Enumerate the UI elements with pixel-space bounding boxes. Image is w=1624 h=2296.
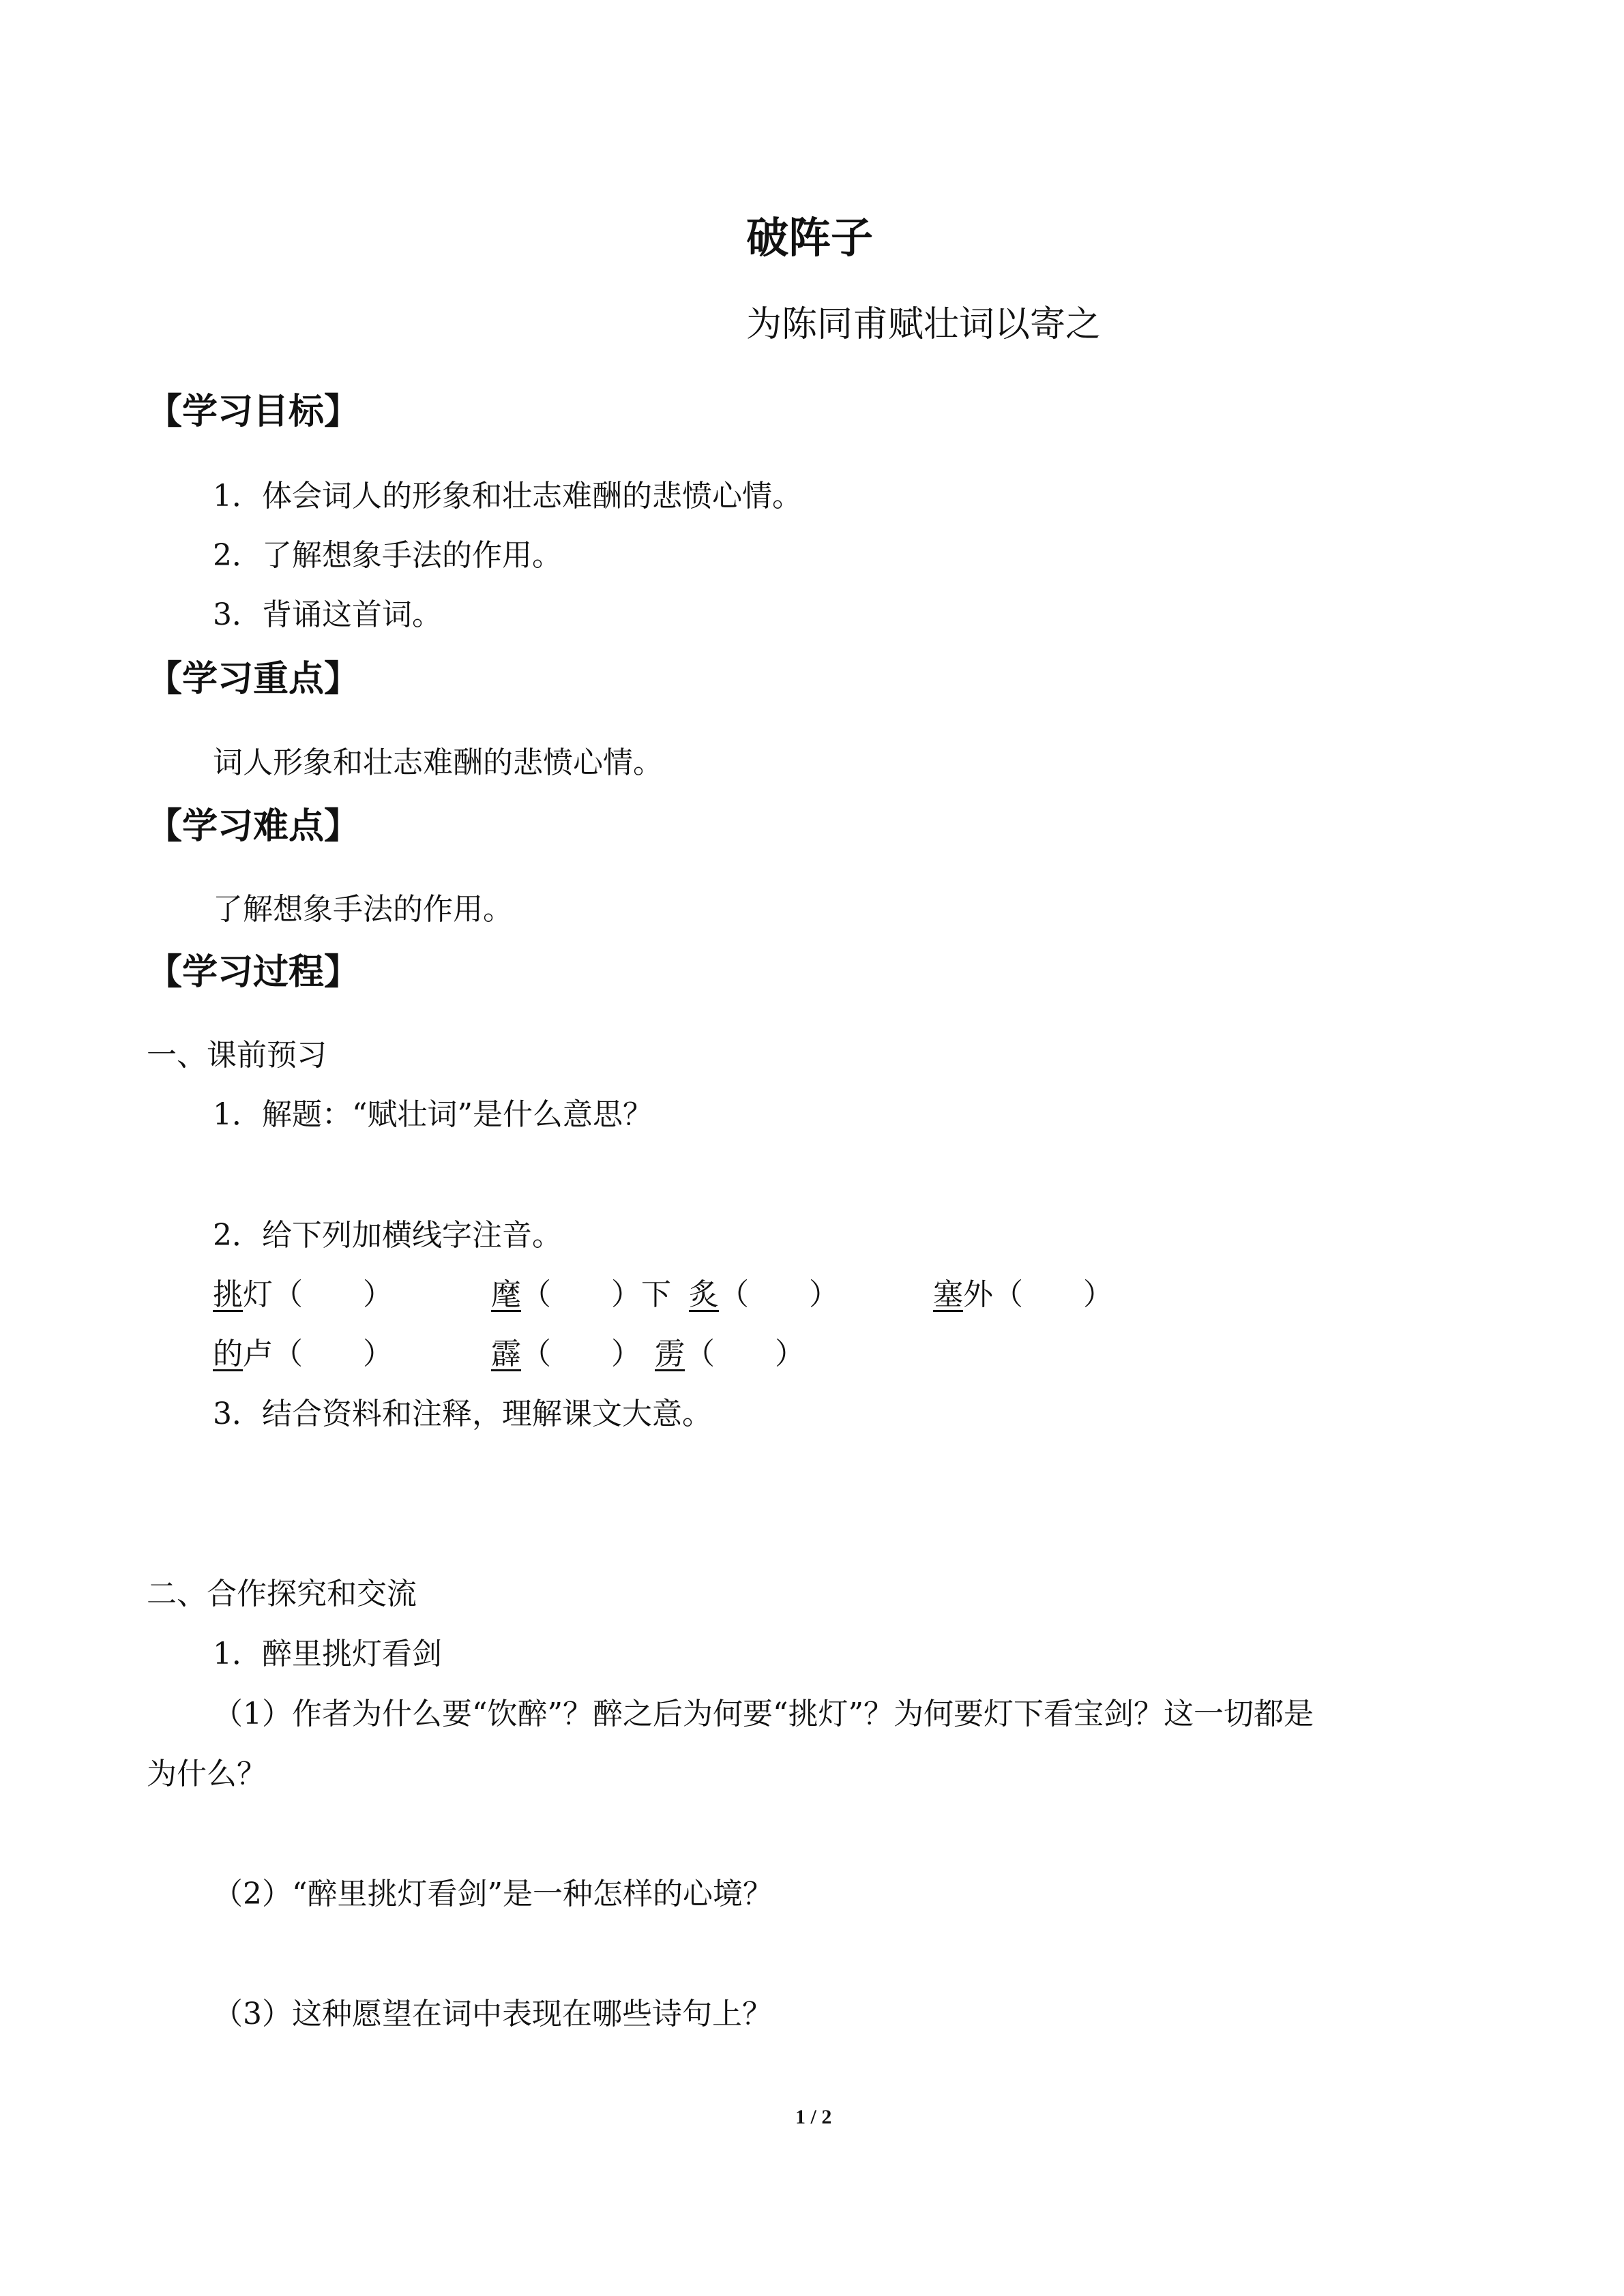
pinyin-blank: （ ） xyxy=(521,1337,641,1371)
pinyin-blank: （ ） xyxy=(719,1277,839,1312)
pinyin-item-pi xyxy=(491,1339,641,1369)
preview-question-2: 2．给下列加横线字注音。 xyxy=(213,1218,562,1253)
underlined-char: 挑 xyxy=(213,1277,243,1312)
cooperate-question-1-line-2: 为什么？ xyxy=(147,1757,267,1791)
underlined-char: 霹 xyxy=(491,1337,521,1371)
underlined-char: 炙 xyxy=(689,1277,719,1312)
pinyin-item-di xyxy=(213,1339,393,1369)
preview-heading: 一、课前预习 xyxy=(147,1038,327,1073)
underlined-char: 雳 xyxy=(655,1337,685,1371)
goal-item-3: 3．背诵这首词。 xyxy=(213,597,442,632)
underlined-char: 麾 xyxy=(491,1277,521,1312)
cooperate-question-2: （2）“醉里挑灯看剑”是一种怎样的心境？ xyxy=(213,1877,773,1911)
document-title: 破阵子 xyxy=(746,213,874,263)
document-subtitle: 为陈同甫赋壮词以寄之 xyxy=(746,304,1102,345)
pinyin-blank: 灯（ ） xyxy=(243,1277,393,1312)
cooperate-heading: 二、合作探究和交流 xyxy=(147,1577,417,1611)
pinyin-item-sai xyxy=(933,1277,1113,1312)
cooperate-question-3: （3）这种愿望在词中表现在哪些诗句上？ xyxy=(213,1997,772,2031)
heading-process: 【学习过程】 xyxy=(147,952,360,993)
heading-difficulties: 【学习难点】 xyxy=(147,806,360,847)
heading-goals: 【学习目标】 xyxy=(147,391,360,432)
page-number: 1 / 2 xyxy=(795,2106,832,2128)
pinyin-item-zhi xyxy=(689,1277,839,1312)
cooperate-question-1-line-1: （1）作者为什么要“饮醉”？醉之后为何要“挑灯”？为何要灯下看宝剑？这一切都是 xyxy=(213,1697,1314,1731)
pinyin-blank: 外（ ） xyxy=(963,1277,1113,1312)
pinyin-blank: （ ）下 xyxy=(521,1277,671,1312)
underlined-char: 的 xyxy=(213,1337,243,1371)
preview-question-1: 1．解题：“赋壮词”是什么意思？ xyxy=(213,1097,653,1132)
pinyin-item-hui xyxy=(491,1277,671,1312)
underlined-char: 塞 xyxy=(933,1277,963,1312)
pinyin-item-tiao xyxy=(213,1277,393,1312)
difficulties-text: 了解想象手法的作用。 xyxy=(213,892,513,927)
pinyin-item-li xyxy=(655,1339,805,1369)
heading-key-points: 【学习重点】 xyxy=(147,659,360,700)
preview-question-3: 3．结合资料和注释，理解课文大意。 xyxy=(213,1397,712,1431)
pinyin-blank: （ ） xyxy=(685,1337,805,1371)
pinyin-blank: 卢（ ） xyxy=(243,1337,393,1371)
cooperate-sub-1: 1．醉里挑灯看剑 xyxy=(213,1637,442,1671)
key-points-text: 词人形象和壮志难酬的悲愤心情。 xyxy=(213,745,663,780)
goal-item-2: 2．了解想象手法的作用。 xyxy=(213,538,562,573)
goal-item-1: 1．体会词人的形象和壮志难酬的悲愤心情。 xyxy=(213,479,802,513)
